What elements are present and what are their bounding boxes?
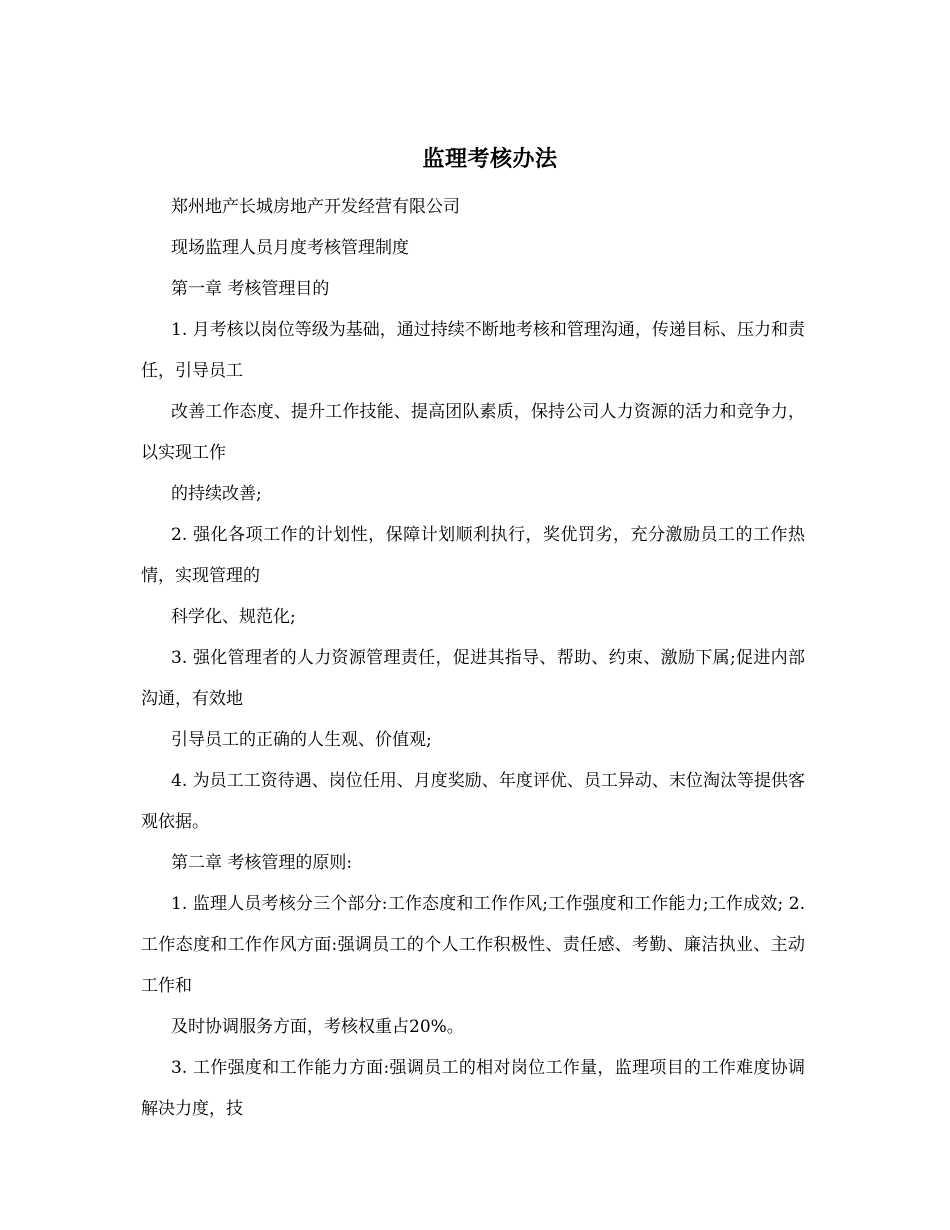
- paragraph: 改善工作态度、提升工作技能、提高团队素质，保持公司人力资源的活力和竞争力，以实现工作: [141, 402, 805, 463]
- paragraph: 的持续改善;: [171, 484, 262, 504]
- document-body: [141, 187, 805, 1130]
- paragraph: 3. 强化管理者的人力资源管理责任，促进其指导、帮助、约束、激励下属;促进内部沟通，有效地: [141, 648, 805, 709]
- chapter-2-heading: 第二章 考核管理的原则:: [171, 853, 353, 873]
- chapter-1-heading: 第一章 考核管理目的: [171, 279, 330, 299]
- paragraph: 2. 强化各项工作的计划性，保障计划顺利执行，奖优罚劣，充分激励员工的工作热情，实现管理的: [141, 525, 805, 586]
- paragraph: 1. 月考核以岗位等级为基础，通过持续不断地考核和管理沟通，传递目标、压力和责任，引导员工: [141, 320, 805, 381]
- paragraph-company: 郑州地产长城房地产开发经营有限公司: [171, 197, 460, 217]
- document-title: 监理考核办法: [422, 146, 558, 172]
- paragraph: 引导员工的正确的人生观、价值观;: [171, 730, 432, 750]
- paragraph: 1. 监理人员考核分三个部分:工作态度和工作作风;工作强度和工作能力;工作成效; 2. 工作态度和工作作风方面:强调员工的个人工作积极性、责任感、考勤、廉洁执业、主动工作和: [141, 894, 805, 996]
- paragraph: 3. 工作强度和工作能力方面:强调员工的相对岗位工作量，监理项目的工作难度协调解决力度，技: [141, 1058, 805, 1119]
- paragraph-regulation-name: 现场监理人员月度考核管理制度: [171, 238, 409, 258]
- paragraph: 4. 为员工工资待遇、岗位任用、月度奖励、年度评优、员工异动、末位淘汰等提供客观依据。: [141, 771, 805, 832]
- paragraph: 科学化、规范化;: [171, 607, 296, 627]
- paragraph: 及时协调服务方面，考核权重占20%。: [171, 1017, 464, 1037]
